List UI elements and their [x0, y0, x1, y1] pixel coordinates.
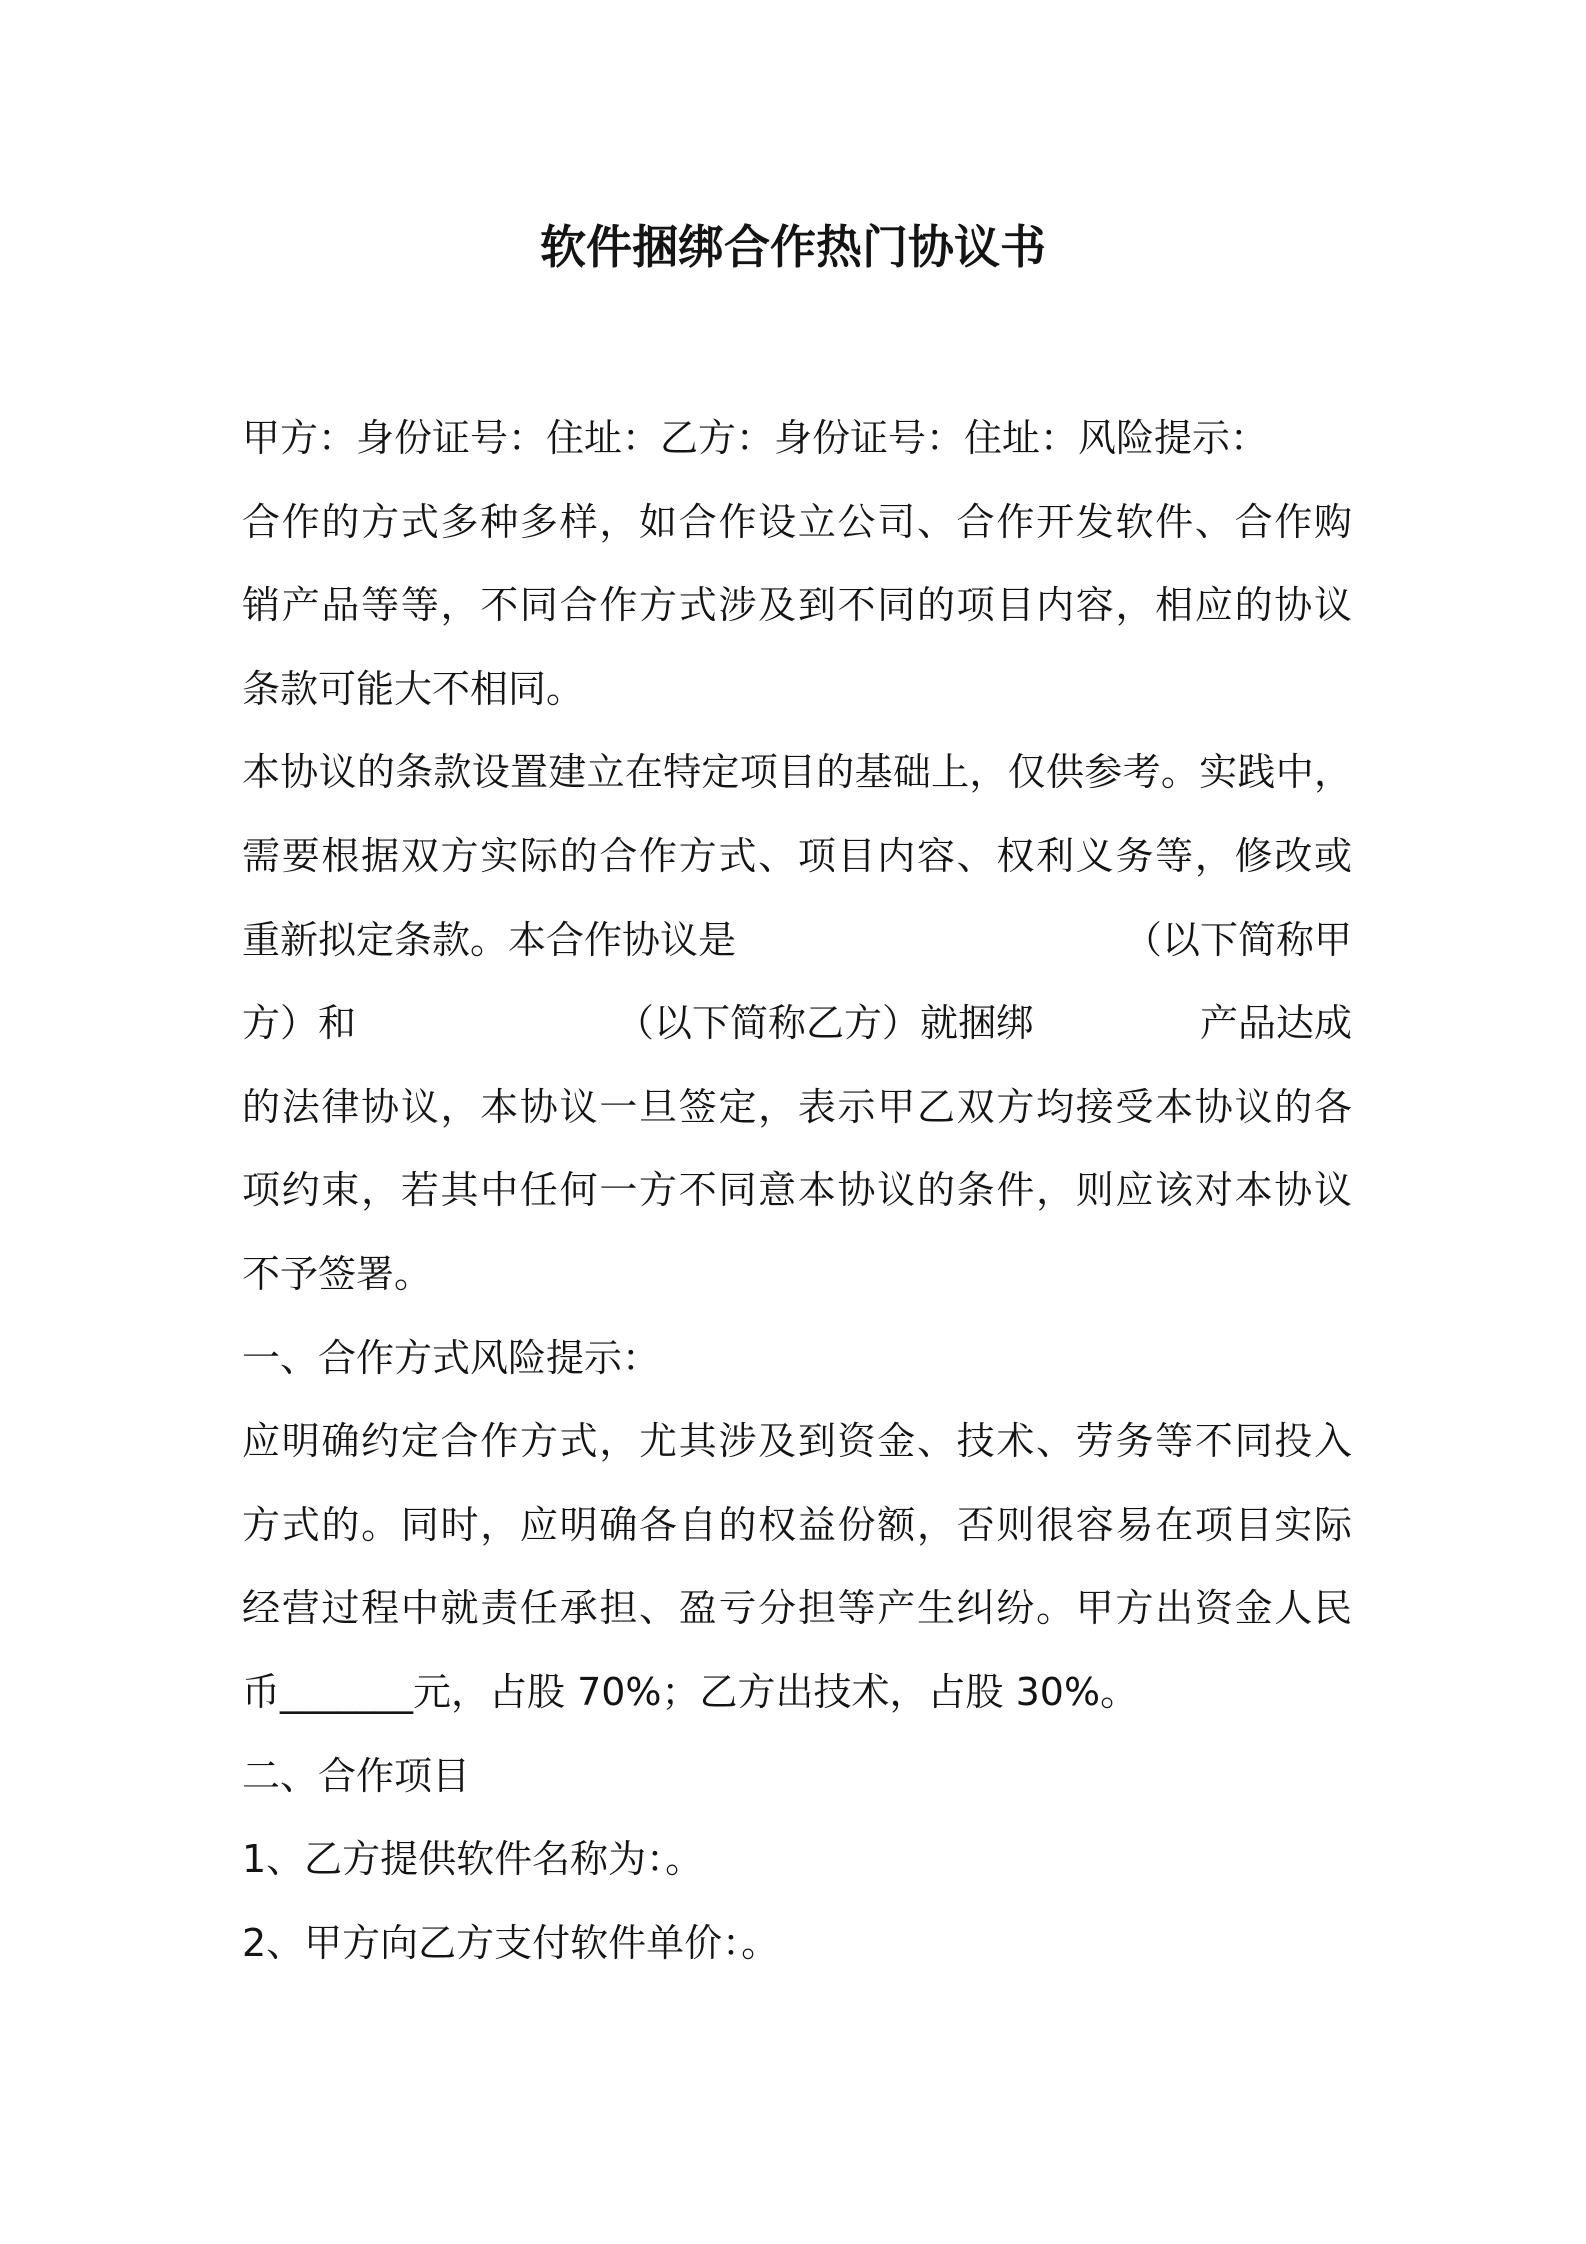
- document-body: [242, 397, 1352, 1985]
- line-segment: 重新拟定条款。本合作协议是: [242, 917, 737, 962]
- blank-field: [736, 940, 1124, 941]
- paragraph-line: 方式的。同时，应明确各自的权益份额，否则很容易在项目实际: [242, 1502, 1352, 1547]
- line-segment: （以下简称乙方）就捆绑: [616, 1001, 1035, 1046]
- paragraph-line: 项约束，若其中任何一方不同意本协议的条件，则应该对本协议: [242, 1168, 1352, 1213]
- paragraph-line: 不予签署。: [242, 1251, 433, 1296]
- paragraph-line: 合作的方式多种多样，如合作设立公司、合作开发软件、合作购: [242, 499, 1352, 544]
- paragraph-line: 经营过程中就责任承担、盈亏分担等产生纠纷。甲方出资金人民: [242, 1586, 1352, 1631]
- agreement-paragraph: [242, 731, 1352, 1316]
- paragraph-line: 本协议的条款设置建立在特定项目的基础上，仅供参考。实践中，: [242, 750, 1352, 795]
- paragraph-line: [242, 982, 1352, 1066]
- paragraph-line: 需要根据双方实际的合作方式、项目内容、权利义务等，修改或: [242, 833, 1352, 878]
- paragraph-line: 的法律协议，本协议一旦签定，表示甲乙双方均接受本协议的各: [242, 1084, 1352, 1129]
- section-paragraph: [242, 1400, 1352, 1734]
- intro-paragraph: [242, 481, 1352, 732]
- document-title: 软件捆绑合作热门协议书: [540, 220, 1046, 274]
- paragraph-line: 应明确约定合作方式，尤其涉及到资金、技术、劳务等不同投入: [242, 1419, 1352, 1464]
- paragraph-line: 销产品等等，不同合作方式涉及到不同的项目内容，相应的协议: [242, 583, 1352, 628]
- paragraph-line: 币_______元，占股 70%；乙方出技术，占股 30%。: [242, 1669, 1139, 1714]
- blank-field: [1034, 1023, 1200, 1024]
- line-segment: 产品达成: [1199, 1001, 1352, 1046]
- line-segment: 方）和: [242, 1001, 357, 1046]
- parties-line: 甲方：身份证号：住址：乙方：身份证号：住址：风险提示：: [242, 416, 1269, 460]
- list-item: 2、甲方向乙方支付软件单价：。: [242, 1920, 780, 1965]
- line-segment: （以下简称甲: [1123, 917, 1352, 962]
- paragraph-line: 条款可能大不相同。: [242, 666, 585, 711]
- blank-field: [356, 1023, 616, 1024]
- section-heading: 一、合作方式风险提示：: [242, 1335, 661, 1380]
- paragraph-line: [242, 899, 1352, 983]
- section-heading: 二、合作项目: [242, 1753, 471, 1798]
- list-item: 1、乙方提供软件名称为：。: [242, 1837, 704, 1882]
